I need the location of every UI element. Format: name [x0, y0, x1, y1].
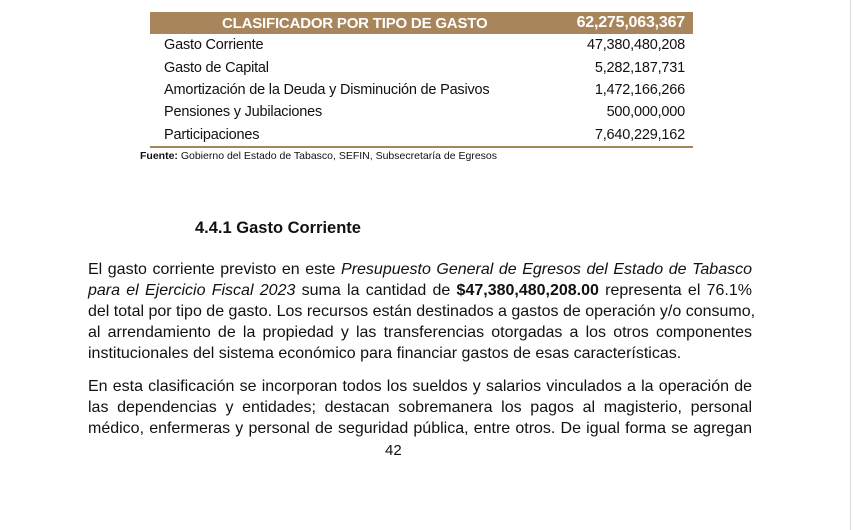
row-value: 7,640,229,162 — [594, 126, 685, 143]
paragraph-line: médico, enfermeras y personal de seguridad pública, entre otros. De igual forma se agregan — [88, 420, 752, 437]
section-heading: 4.4.1 Gasto Corriente — [195, 219, 361, 237]
text-run: suma la cantidad de — [295, 282, 457, 299]
paragraph-line: En esta clasificación se incorporan todos los sueldos y salarios vinculados a la operación de — [88, 378, 752, 395]
paragraph-line: institucionales del sistema económico para financiar gastos de esas características. — [88, 345, 682, 362]
row-label: Gasto de Capital — [164, 59, 269, 76]
row-value: 47,380,480,208 — [587, 37, 685, 54]
table-row — [150, 79, 693, 101]
table-row — [150, 56, 693, 78]
table-header-row — [150, 12, 693, 34]
expense-classifier-table — [150, 12, 693, 148]
table-source-note — [140, 150, 497, 162]
document-title-italic: Presupuesto General de Egresos del Estado de Tabasco — [341, 261, 752, 278]
text-run: El gasto corriente previsto en este — [88, 261, 342, 278]
paragraph-gasto-corriente — [88, 259, 756, 364]
table-row — [150, 34, 693, 56]
paragraph-line: las dependencias y entidades; destacan sobremanera los pagos al magisterio, personal — [88, 399, 752, 416]
source-text: Gobierno del Estado de Tabasco, SEFIN, Subsecretaría de Egresos — [177, 150, 497, 162]
fiscal-year-italic: para el Ejercicio Fiscal 2023 — [88, 282, 296, 299]
paragraph-line: del total por tipo de gasto. Los recursos están destinados a gastos de operación y/o consumo, — [88, 303, 756, 320]
row-value: 1,472,166,266 — [594, 81, 685, 98]
source-label: Fuente: — [140, 150, 178, 162]
row-value: 500,000,000 — [606, 104, 685, 121]
row-label: Amortización de la Deuda y Disminución de Pasivos — [164, 81, 490, 98]
text-run: representa el 76.1% — [598, 282, 753, 299]
page-edge-divider — [850, 0, 851, 530]
table-bottom-rule — [150, 146, 693, 148]
paragraph-line — [88, 259, 752, 280]
paragraph-line: al arrendamiento de la propiedad y las transferencias otorgadas a los otros componentes — [88, 324, 752, 341]
table-row — [150, 101, 693, 123]
paragraph-clasificacion — [88, 376, 752, 439]
page-number: 42 — [385, 442, 402, 459]
row-value: 5,282,187,731 — [594, 59, 685, 76]
table-header-total: 62,275,063,367 — [576, 14, 685, 31]
paragraph-line — [88, 280, 752, 301]
table-row — [150, 124, 693, 146]
row-label: Gasto Corriente — [164, 37, 264, 54]
amount-bold: $47,380,480,208.00 — [456, 282, 599, 299]
table-header-label: CLASIFICADOR POR TIPO DE GASTO — [222, 14, 488, 32]
row-label: Participaciones — [164, 126, 260, 143]
row-label: Pensiones y Jubilaciones — [164, 104, 323, 121]
